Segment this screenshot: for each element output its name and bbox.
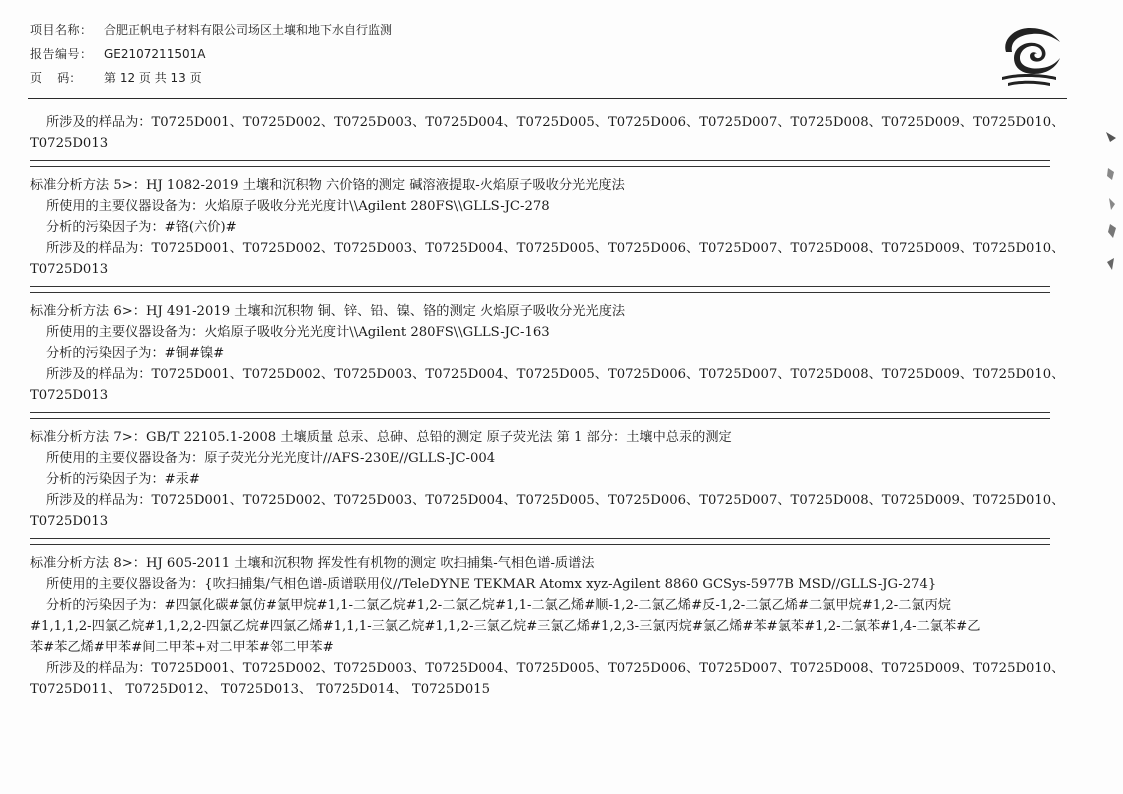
report-number-row xyxy=(30,42,790,66)
report-header xyxy=(30,18,790,90)
page-number-row xyxy=(30,66,790,90)
samples-line-continued: T0725D013 xyxy=(30,136,109,151)
pollutant-line: 分析的污染因子为：#四氯化碳#氯仿#氯甲烷#1,1-二氯乙烷#1,2-二氯乙烷#1,1-二氯乙烯#顺-1,2-二氯乙烯#反-1,2-二氯乙烯#二氯甲烷#1,2-二氯丙烷 xyxy=(46,598,951,613)
header-divider xyxy=(28,98,1067,99)
samples-line-continued: T0725D013 xyxy=(30,388,109,403)
method-title: 标准分析方法 7>：GB/T 22105.1-2008 土壤质量 总汞、总砷、总铅的测定 原子荧光法 第 1 部分：土壤中总汞的测定 xyxy=(30,430,732,445)
intro-section xyxy=(30,112,1070,154)
samples-line: 所涉及的样品为：T0725D001、T0725D002、T0725D003、T0725D004、T0725D005、T0725D006、T0725D007、T0725D008、T0725D009、T0725D010、 xyxy=(46,367,1065,382)
samples-line: 所涉及的样品为：T0725D001、T0725D002、T0725D003、T0725D004、T0725D005、T0725D006、T0725D007、T0725D008、T0725D009、T0725D010、 xyxy=(46,115,1065,130)
project-row xyxy=(30,18,790,42)
section-divider xyxy=(30,286,1050,293)
report-body xyxy=(30,112,1070,700)
samples-line: 所涉及的样品为：T0725D001、T0725D002、T0725D003、T0725D004、T0725D005、T0725D006、T0725D007、T0725D008、T0725D009、T0725D010、 xyxy=(46,493,1065,508)
method-title: 标准分析方法 5>：HJ 1082-2019 土壤和沉积物 六价铬的测定 碱溶液提取-火焰原子吸收分光光度法 xyxy=(30,178,625,193)
instrument-line: 所使用的主要仪器设备为：原子荧光分光光度计//AFS-230E//GLLS-JC-004 xyxy=(46,451,496,466)
company-logo xyxy=(992,22,1066,88)
section-divider xyxy=(30,160,1050,167)
project-label: 项目名称： xyxy=(30,23,93,37)
method-8-section xyxy=(30,553,1070,700)
report-number-label: 报告编号： xyxy=(30,47,93,61)
project-name: 合肥正帆电子材料有限公司场区土壤和地下水自行监测 xyxy=(104,23,393,37)
pollutant-line: 分析的污染因子为：#汞# xyxy=(46,472,200,487)
samples-line-continued: T0725D013 xyxy=(30,514,109,529)
method-5-section xyxy=(30,175,1070,280)
samples-line: 所涉及的样品为：T0725D001、T0725D002、T0725D003、T0725D004、T0725D005、T0725D006、T0725D007、T0725D008、T0725D009、T0725D010、 xyxy=(46,661,1065,676)
pollutant-line: 分析的污染因子为：#铜#镍# xyxy=(46,346,225,361)
instrument-line: 所使用的主要仪器设备为：火焰原子吸收分光光度计\\Agilent 280FS\\GLLS-JC-163 xyxy=(46,325,550,340)
pollutant-line: 分析的污染因子为：#铬(六价)# xyxy=(46,220,237,235)
pollutant-line-continued: #1,1,1,2-四氯乙烷#1,1,2,2-四氯乙烷#四氯乙烯#1,1,1-三氯乙烷#1,1,2-三氯乙烷#三氯乙烯#1,2,3-三氯丙烷#氯乙烯#苯#氯苯#1,2-二氯苯#1,4-二氯苯#乙 xyxy=(30,619,981,634)
report-number: GE2107211501A xyxy=(104,47,206,61)
method-title: 标准分析方法 8>：HJ 605-2011 土壤和沉积物 挥发性有机物的测定 吹扫捕集-气相色谱-质谱法 xyxy=(30,556,595,571)
pollutant-line-continued: 苯#苯乙烯#甲苯#间二甲苯+对二甲苯#邻二甲苯# xyxy=(30,640,334,655)
method-7-section xyxy=(30,427,1070,532)
scan-edge-marks xyxy=(1104,128,1118,278)
page-number-label: 页 码： xyxy=(30,71,82,85)
method-title: 标准分析方法 6>：HJ 491-2019 土壤和沉积物 铜、锌、铅、镍、铬的测定 火焰原子吸收分光光度法 xyxy=(30,304,626,319)
section-divider xyxy=(30,538,1050,545)
method-6-section xyxy=(30,301,1070,406)
samples-line: 所涉及的样品为：T0725D001、T0725D002、T0725D003、T0725D004、T0725D005、T0725D006、T0725D007、T0725D008、T0725D009、T0725D010、 xyxy=(46,241,1065,256)
samples-line-continued: T0725D013 xyxy=(30,262,109,277)
page-number: 第 12 页 共 13 页 xyxy=(104,71,202,85)
instrument-line: 所使用的主要仪器设备为：火焰原子吸收分光光度计\\Agilent 280FS\\GLLS-JC-278 xyxy=(46,199,550,214)
section-divider xyxy=(30,412,1050,419)
samples-line-continued: T0725D011、 T0725D012、 T0725D013、 T0725D014、 T0725D015 xyxy=(30,682,491,697)
instrument-line: 所使用的主要仪器设备为：{吹扫捕集/气相色谱-质谱联用仪//TeleDYNE TEKMAR Atomx xyz-Agilent 8860 GCSys-5977B MSD//GLLS-JG-274} xyxy=(46,577,937,592)
